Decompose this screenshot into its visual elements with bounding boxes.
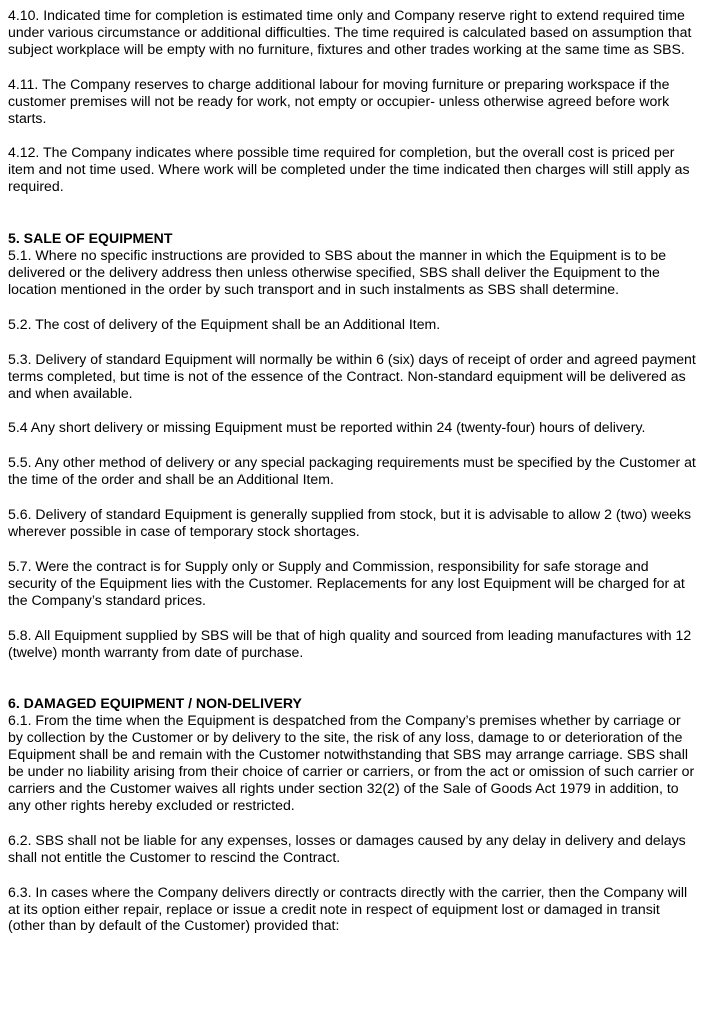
clause-5-7: 5.7. Were the contract is for Supply only or Supply and Commission, responsibility for safe storage and security of the Equipment lies with the Customer. Replacements for any lost Equipment will be charged for at the Company’s standard prices. <box>8 557 685 608</box>
clause-5-2: 5.2. The cost of delivery of the Equipment shall be an Additional Item. <box>8 315 441 332</box>
clause-6-3: 6.3. In cases where the Company delivers directly or contracts directly with the carrier, then the Company will at its option either repair, replace or issue a credit note in respect of equipment lost or damaged in transit (other than by default of the Customer) provided that: <box>8 883 688 934</box>
clause-4-10: 4.10. Indicated time for completion is estimated time only and Company reserve right to extend required time under various circumstance or additional difficulties. The time required is calculated based on assumption that subject workplace will be empty with no furniture, fixtures and other trades working at the same time as SBS. <box>8 7 692 57</box>
section-5 <box>8 230 698 660</box>
clause-5-4: 5.4 Any short delivery or missing Equipment must be reported within 24 (twenty-four) hours of delivery. <box>8 419 646 436</box>
clause-5-1: 5.1. Where no specific instructions are provided to SBS about the manner in which the Equipment is to be delivered or the delivery address then unless otherwise specified, SBS shall deliver the Equipment to the location mentioned in the order by such transport and in such instalments as SBS shall determine. <box>8 247 667 297</box>
clause-4-12: 4.12. The Company indicates where possible time required for completion, but the overall cost is priced per item and not time used. Where work will be completed under the time indicated then charges will still apply as required. <box>8 144 690 195</box>
section-6-heading: 6. DAMAGED EQUIPMENT / NON-DELIVERY <box>8 695 302 712</box>
clause-6-1: 6.1. From the time when the Equipment is despatched from the Company’s premises whether by carriage or by collection by the Customer or by delivery to the site, the risk of any loss, damage to or deterioration of the Equipment shall be and remain with the Customer notwithstanding that SBS may arrange carriage. SBS shall be under no liability arising from their choice of carrier or carriers, or from the act or omission of such carrier or carriers and the Customer waives all rights under section 32(2) of the Sale of Goods Act 1979 in addition, to any other rights hereby excluded or restricted. <box>8 712 695 813</box>
document-page <box>8 7 698 934</box>
clause-5-5: 5.5. Any other method of delivery or any special packaging requirements must be specified by the Customer at the time of the order and shall be an Additional Item. <box>8 454 696 488</box>
clause-5-3: 5.3. Delivery of standard Equipment will normally be within 6 (six) days of receipt of order and agreed payment terms completed, but time is not of the essence of the Contract. Non-standard equipment will be delivered as and when available. <box>8 350 696 401</box>
section-gap <box>8 213 698 230</box>
clause-5-6: 5.6. Delivery of standard Equipment is generally supplied from stock, but it is advisable to allow 2 (two) weeks wherever possible in case of temporary stock shortages. <box>8 506 692 540</box>
clause-5-8: 5.8. All Equipment supplied by SBS will be that of high quality and sourced from leading manufactures with 12 (twelve) month warranty from date of purchase. <box>8 626 692 660</box>
section-6 <box>8 695 698 934</box>
section-4-continued <box>8 7 698 195</box>
section-gap <box>8 678 698 695</box>
clause-4-11: 4.11. The Company reserves to charge additional labour for moving furniture or preparing workspace if the customer premises will not be ready for work, not empty or occupier- unless otherwise agreed before work starts. <box>8 75 670 126</box>
section-5-heading: 5. SALE OF EQUIPMENT <box>8 230 173 247</box>
clause-6-2: 6.2. SBS shall not be liable for any expenses, losses or damages caused by any delay in delivery and delays shall not entitle the Customer to rescind the Contract. <box>8 831 686 865</box>
